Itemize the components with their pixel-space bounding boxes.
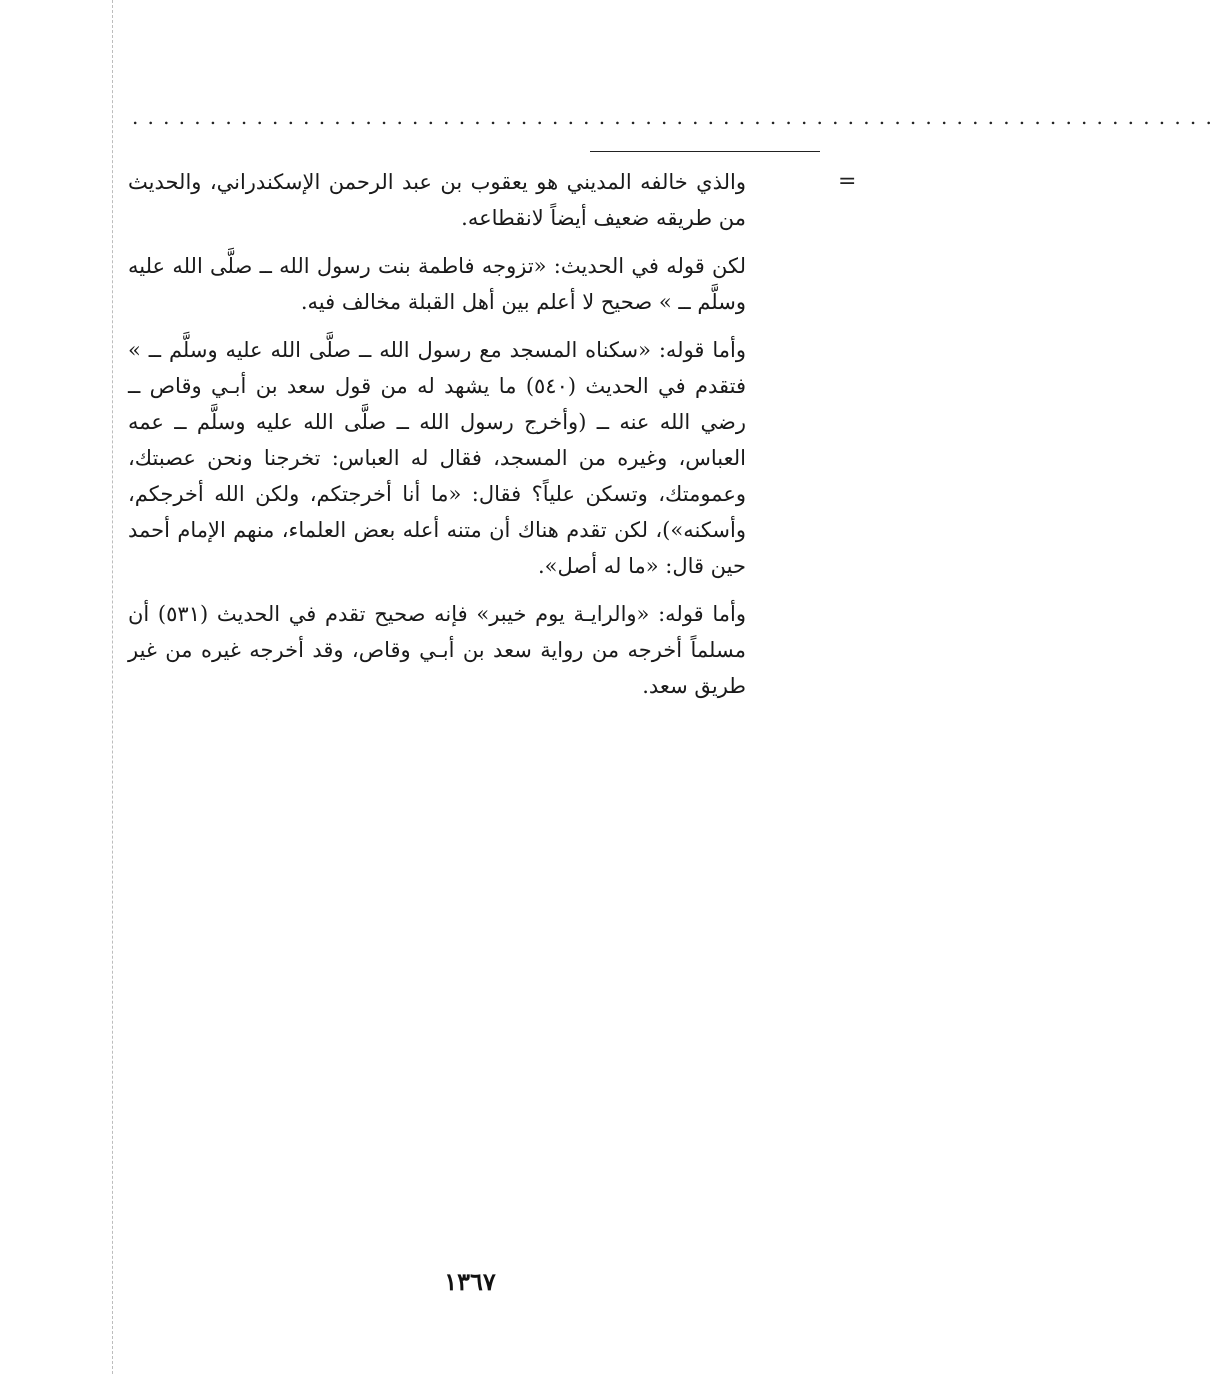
footnote-rule	[590, 151, 820, 152]
scan-edge-line	[112, 0, 113, 1374]
paragraph-1: والذي خالفه المديني هو يعقوب بن عبد الرحمن الإسكندراني، والحديث من طريقه ضعيف أيضاً لانقطاعه.	[128, 170, 746, 230]
paragraph-4: وأما قوله: «والرايـة يوم خيبر» فإنه صحيح تقدم في الحديث (٥٣١) أن مسلماً أخرجه من رواية سعد بن أبـي وقاص، وقد أخرجه غيره من غير طريق سعد.	[128, 602, 747, 698]
page-number: ١٣٦٧	[444, 1267, 496, 1296]
paragraph-3: وأما قوله: «سكناه المسجد مع رسول الله ــ صلَّى الله عليه وسلَّم ــ » فتقدم في الحديث (٥٤٠) ما يشهد له من قول سعد بن أبـي وقاص ــ رضي الله عنه ــ (وأخرج رسول الله ــ صلَّى الله عليه وسلَّم ــ عمه العباس، وغيره من المسجد، فقال له العباس: تخرجنا ونحن عصبتك، وعمومتك، وتسكن علياً؟ فقال: «ما أنا أخرجتكم، ولكن الله أخرجكم، وأسكنه»)، لكن تقدم هناك أن متنه أعله بعض العلماء، منهم الإمام أحمد حين قال: «ما له أصل».	[128, 338, 746, 578]
paragraph-2: لكن قوله في الحديث: «تزوجه فاطمة بنت رسول الله ــ صلَّى الله عليه وسلَّم ــ » صحيح لا أعلم بين أهل القبلة مخالف فيه.	[128, 254, 746, 314]
continuation-mark: =	[838, 169, 857, 194]
dotted-separator: ......................................................................	[132, 105, 1221, 129]
footnote-text	[128, 164, 746, 716]
